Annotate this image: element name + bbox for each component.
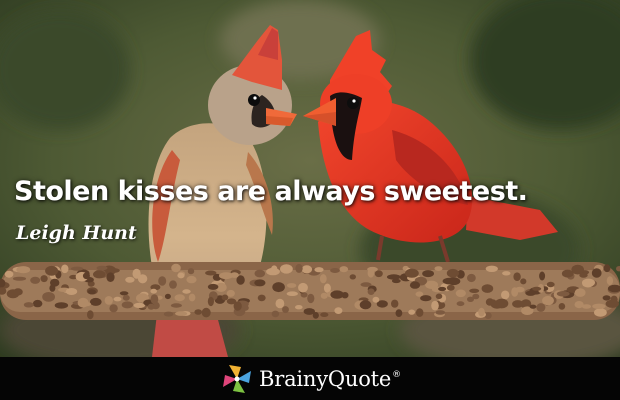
millet-seed (107, 268, 120, 273)
millet-seed (539, 272, 545, 281)
millet-seed (536, 303, 545, 312)
millet-seed (302, 265, 313, 273)
millet-seed (295, 264, 302, 273)
millet-seed (532, 287, 541, 291)
millet-seed (90, 298, 102, 306)
millet-seed (254, 279, 265, 286)
millet-seed (604, 264, 611, 272)
millet-seed (375, 270, 383, 277)
millet-seed (368, 269, 375, 278)
millet-seed (188, 268, 194, 274)
millet-seed (114, 297, 122, 302)
millet-seed (202, 308, 211, 318)
millet-seed (280, 264, 293, 273)
millet-seed (436, 294, 443, 300)
millet-seed (575, 288, 586, 297)
millet-seed (258, 295, 266, 302)
millet-seed (208, 297, 214, 306)
millet-seed (387, 274, 401, 279)
millet-seed (478, 308, 485, 317)
millet-seed (227, 290, 235, 297)
millet-seed (457, 301, 465, 306)
millet-seed (13, 288, 23, 295)
millet-seed (282, 306, 289, 313)
millet-seed (542, 296, 554, 305)
millet-seed (320, 312, 328, 317)
millet-seed (55, 302, 68, 308)
millet-seed (559, 303, 566, 310)
millet-seed (511, 287, 518, 296)
millet-seed (512, 300, 523, 308)
millet-seed (295, 305, 303, 309)
millet-seed (456, 290, 466, 298)
millet-seed (134, 303, 146, 308)
millet-seed (334, 307, 342, 314)
millet-seed (502, 271, 510, 275)
millet-seed (410, 281, 420, 288)
brand-logo-link[interactable] (219, 362, 401, 396)
millet-seed (123, 295, 130, 301)
millet-seed (150, 289, 157, 294)
millet-seed (469, 289, 479, 293)
millet-seed (530, 305, 537, 309)
millet-seed (16, 266, 30, 273)
millet-seed (45, 266, 58, 276)
millet-seed (88, 289, 96, 294)
millet-seed (171, 303, 182, 307)
millet-seed (482, 284, 494, 293)
millet-seed (435, 266, 443, 271)
millet-seed (24, 302, 34, 307)
millet-seed (189, 294, 196, 302)
millet-seed (120, 291, 129, 295)
millet-seed (467, 274, 476, 282)
millet-seed (526, 291, 536, 296)
millet-seed (271, 265, 277, 272)
millet-seed (254, 270, 265, 278)
millet-seed (361, 282, 372, 287)
millet-seed (321, 293, 328, 299)
quote-text: Stolen kisses are always sweetest. (14, 176, 528, 207)
millet-seed (158, 276, 166, 285)
millet-seed (603, 295, 611, 300)
millet-seed (520, 278, 526, 284)
millet-seed (5, 271, 14, 278)
millet-seed (222, 295, 229, 301)
millet-seed (490, 299, 496, 307)
millet-seed (164, 312, 174, 317)
millet-seed (82, 302, 91, 306)
millet-seed (165, 294, 171, 299)
millet-seed (314, 267, 323, 272)
millet-seed (13, 277, 26, 281)
millet-seed (472, 294, 479, 300)
pinwheel-icon (219, 361, 255, 397)
millet-seed (227, 298, 236, 304)
millet-seed (320, 274, 327, 283)
millet-seed (606, 300, 619, 308)
millet-seed (61, 265, 68, 274)
millet-seed (182, 289, 190, 293)
millet-seed (486, 266, 498, 272)
millet-seed (594, 308, 607, 316)
millet-seed (562, 270, 574, 278)
millet-seed (513, 272, 520, 281)
millet-seed (106, 272, 114, 282)
millet-seed (579, 273, 587, 278)
millet-seed (66, 288, 77, 295)
millet-seed (557, 291, 570, 297)
millet-seed (272, 311, 280, 318)
millet-seed (416, 308, 423, 317)
registered-mark: ® (392, 370, 402, 380)
quote-author: Leigh Hunt (16, 222, 137, 244)
millet-seed (431, 301, 439, 311)
millet-seed (175, 294, 185, 301)
millet-seed (287, 283, 296, 288)
millet-seed (87, 310, 94, 319)
millet-seed (49, 284, 55, 291)
millet-seed (93, 270, 106, 278)
millet-seed (373, 297, 380, 303)
millet-seed (485, 312, 492, 319)
millet-seed (592, 304, 605, 309)
millet-seed (330, 290, 343, 298)
millet-seed (435, 310, 445, 315)
millet-seed (133, 269, 141, 279)
millet-seed (109, 304, 117, 312)
millet-seed (71, 267, 83, 271)
millet-seed (360, 300, 372, 309)
millet-seed (287, 291, 298, 296)
millet-seed (30, 277, 40, 284)
millet-seed (350, 274, 356, 279)
millet-seed (105, 296, 113, 305)
millet-seed (396, 309, 403, 317)
millet-seed (330, 268, 340, 273)
millet-seed (272, 282, 285, 292)
millet-seed (175, 311, 187, 316)
millet-seed (405, 269, 419, 278)
millet-seed (97, 266, 108, 271)
millet-seed (438, 287, 446, 291)
millet-seed (186, 276, 196, 283)
millet-seed (219, 272, 233, 279)
millet-seed (208, 284, 219, 290)
millet-seed (171, 264, 181, 272)
millet-seed (83, 273, 90, 280)
millet-seed (408, 310, 415, 315)
millet-seed (547, 282, 555, 287)
millet-seed (276, 299, 285, 309)
millet-seed (447, 285, 455, 291)
millet-seed (391, 300, 398, 308)
millet-seed (125, 277, 134, 283)
millet-perch (0, 262, 620, 320)
millet-seed (607, 276, 613, 285)
millet-seed (495, 299, 508, 309)
millet-seed (169, 280, 177, 288)
millet-seed (33, 300, 43, 307)
millet-seed (582, 280, 594, 287)
millet-seed (447, 269, 459, 278)
millet-seed (422, 270, 434, 277)
millet-seed (420, 295, 431, 301)
millet-seed (194, 309, 202, 315)
millet-seed (368, 288, 375, 295)
millet-seed (307, 294, 314, 303)
millet-seed (42, 292, 55, 302)
millet-seed (592, 268, 602, 277)
millet-seed (575, 301, 584, 308)
millet-seed (122, 301, 133, 308)
brand-name: BrainyQuote (259, 367, 392, 391)
millet-seed (298, 283, 308, 293)
millet-seed (41, 275, 48, 282)
millet-seed (501, 291, 509, 300)
millet-seed (443, 278, 457, 285)
millet-seed (340, 266, 349, 272)
millet-seed (151, 294, 159, 304)
millet-seed (148, 304, 155, 310)
millet-seed (313, 312, 319, 319)
millet-seed (177, 273, 184, 279)
